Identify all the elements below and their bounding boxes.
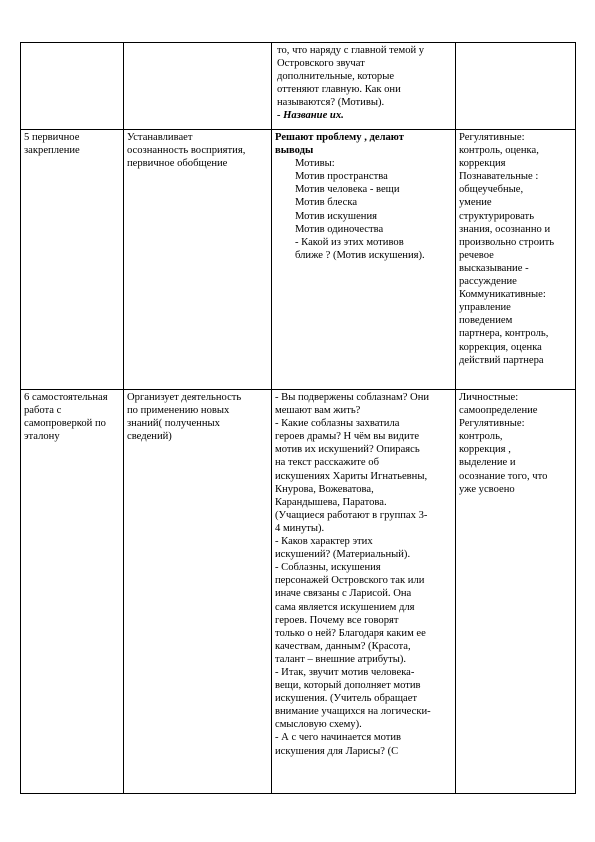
text-line: искушения. (Учитель обращает bbox=[275, 693, 418, 705]
motives-label: Мотивы: bbox=[295, 158, 335, 170]
text-line: качествам, данным? (Красота, bbox=[275, 640, 411, 652]
row3-teacher-cell bbox=[127, 391, 269, 443]
text-line: Карандышева, Паратова. bbox=[275, 496, 387, 508]
text-line: героев драмы? Н чём вы видите bbox=[275, 431, 420, 443]
lesson-table bbox=[20, 42, 576, 794]
text-line: речевое bbox=[459, 249, 494, 261]
row-divider bbox=[20, 389, 576, 390]
text-line: искушения для Ларисы? (С bbox=[275, 745, 399, 757]
text-line: талант – внешние атрибуты). bbox=[275, 653, 407, 665]
text-line: выделение и bbox=[459, 457, 516, 469]
motive-item: Мотив одиночества bbox=[295, 223, 384, 235]
table-border-top bbox=[20, 42, 576, 43]
text-line: Кнурова, Вожеватова, bbox=[275, 483, 374, 495]
text-line: вещи, который дополняет мотив bbox=[275, 680, 421, 692]
text-line: - Вы подвержены соблазнам? Они bbox=[275, 392, 430, 403]
text-line: Устанавливает bbox=[127, 132, 193, 143]
stage-title: самопроверкой по bbox=[24, 418, 106, 430]
text-line: то, что наряду с главной темой у bbox=[277, 45, 425, 56]
text-line: по применению новых bbox=[127, 405, 230, 417]
table-border-right bbox=[575, 42, 576, 794]
stage-title: 5 первичное bbox=[24, 132, 80, 143]
row3-uud-cell bbox=[459, 391, 574, 496]
text-line: уже усвоено bbox=[459, 483, 515, 495]
text-line: искушениях Хариты Игнатьевны, bbox=[275, 470, 428, 482]
heading-line: Решают проблему , делают bbox=[275, 132, 404, 143]
column-divider bbox=[271, 42, 272, 794]
text-line: 4 минуты). bbox=[275, 522, 325, 534]
text-line: - Какие соблазны захватила bbox=[275, 418, 400, 430]
row1-students-cell bbox=[277, 44, 453, 123]
row3-students-cell bbox=[275, 391, 453, 758]
text-line: героев. Почему все говорят bbox=[275, 614, 399, 626]
text-line: сама является искушением для bbox=[275, 601, 415, 613]
text-line: - Название их. bbox=[277, 110, 344, 122]
stage-title: 6 самостоятельная bbox=[24, 392, 108, 403]
text-line: рассуждение bbox=[459, 276, 517, 288]
text-line: персонажей Островского так или bbox=[275, 575, 425, 587]
text-line: Островского звучат bbox=[277, 58, 365, 70]
text-line: ближе ? (Мотив искушения). bbox=[295, 249, 425, 261]
row2-students-cell bbox=[275, 131, 453, 262]
text-line: - Каков характер этих bbox=[275, 536, 373, 548]
text-line: коррекция bbox=[459, 158, 506, 170]
column-divider bbox=[123, 42, 124, 794]
text-line: произвольно строить bbox=[459, 236, 555, 248]
text-line: контроль, оценка, bbox=[459, 145, 539, 157]
motive-item: Мотив искушения bbox=[295, 210, 377, 222]
text-line: самоопределение bbox=[459, 405, 538, 417]
text-line: действий партнера bbox=[459, 354, 544, 366]
text-line: структурировать bbox=[459, 210, 535, 222]
motive-item: Мотив блеска bbox=[295, 197, 358, 209]
stage-title: закрепление bbox=[24, 145, 80, 157]
text-line: на текст расскажите об bbox=[275, 457, 379, 469]
text-line: оттеняют главную. Как они bbox=[277, 84, 401, 96]
stage-title: эталону bbox=[24, 431, 60, 443]
text-line: дополнительные, которые bbox=[277, 71, 395, 83]
table-border-left bbox=[20, 42, 21, 794]
text-line: управление bbox=[459, 302, 511, 314]
text-line: осознание того, что bbox=[459, 470, 548, 482]
text-line: Регулятивные: bbox=[459, 132, 525, 143]
heading-line: выводы bbox=[275, 145, 314, 157]
text-line: Личностные: bbox=[459, 392, 519, 403]
text-line: Коммуникативные: bbox=[459, 289, 546, 301]
text-line: первичное обобщение bbox=[127, 158, 228, 170]
text-line: сведений) bbox=[127, 431, 172, 443]
text-line: умение bbox=[459, 197, 492, 209]
text-line: коррекция, оценка bbox=[459, 341, 542, 353]
row2-uud-cell bbox=[459, 131, 574, 367]
row3-stage-cell bbox=[24, 391, 122, 443]
text-line: называются? (Мотивы). bbox=[277, 97, 385, 109]
text-line: смысловую схему). bbox=[275, 719, 362, 731]
motive-item: Мотив пространства bbox=[295, 171, 388, 183]
text-line: знания, осознанно и bbox=[459, 223, 551, 235]
text-line: - Итак, звучит мотив человека- bbox=[275, 666, 415, 678]
text-line: общеучебные, bbox=[459, 184, 524, 196]
text-line: знаний( полученных bbox=[127, 418, 220, 430]
column-divider bbox=[455, 42, 456, 794]
row2-teacher-cell bbox=[127, 131, 269, 170]
text-line: только о ней? Благодаря каким ее bbox=[275, 627, 426, 639]
text-line: иначе связаны с Ларисой. Она bbox=[275, 588, 412, 600]
motive-item: Мотив человека - вещи bbox=[295, 184, 400, 196]
row2-stage-cell bbox=[24, 131, 120, 157]
stage-title: работа с bbox=[24, 405, 62, 417]
text-line: - А с чего начинается мотив bbox=[275, 732, 402, 744]
text-line: мотив их искушений? Опираясь bbox=[275, 444, 420, 456]
text-line: поведением bbox=[459, 315, 513, 327]
text-line: - Соблазны, искушения bbox=[275, 562, 381, 574]
text-line: осознанность восприятия, bbox=[127, 145, 246, 157]
text-line: Познавательные : bbox=[459, 171, 539, 183]
text-line: коррекция , bbox=[459, 444, 511, 456]
text-line: контроль, bbox=[459, 431, 503, 443]
row-divider bbox=[20, 129, 576, 130]
text-line: партнера, контроль, bbox=[459, 328, 549, 340]
text-line: Организует деятельность bbox=[127, 392, 242, 403]
table-border-bottom bbox=[20, 793, 576, 794]
text-line: мешают вам жить? bbox=[275, 405, 361, 417]
text-line: - Какой из этих мотивов bbox=[295, 236, 404, 248]
text-line: внимание учащихся на логически- bbox=[275, 706, 431, 718]
text-line: искушений? (Материальный). bbox=[275, 549, 411, 561]
text-line: высказывание - bbox=[459, 262, 529, 274]
text-line: Регулятивные: bbox=[459, 418, 525, 430]
text-line: (Учащиеся работают в группах 3- bbox=[275, 509, 428, 521]
